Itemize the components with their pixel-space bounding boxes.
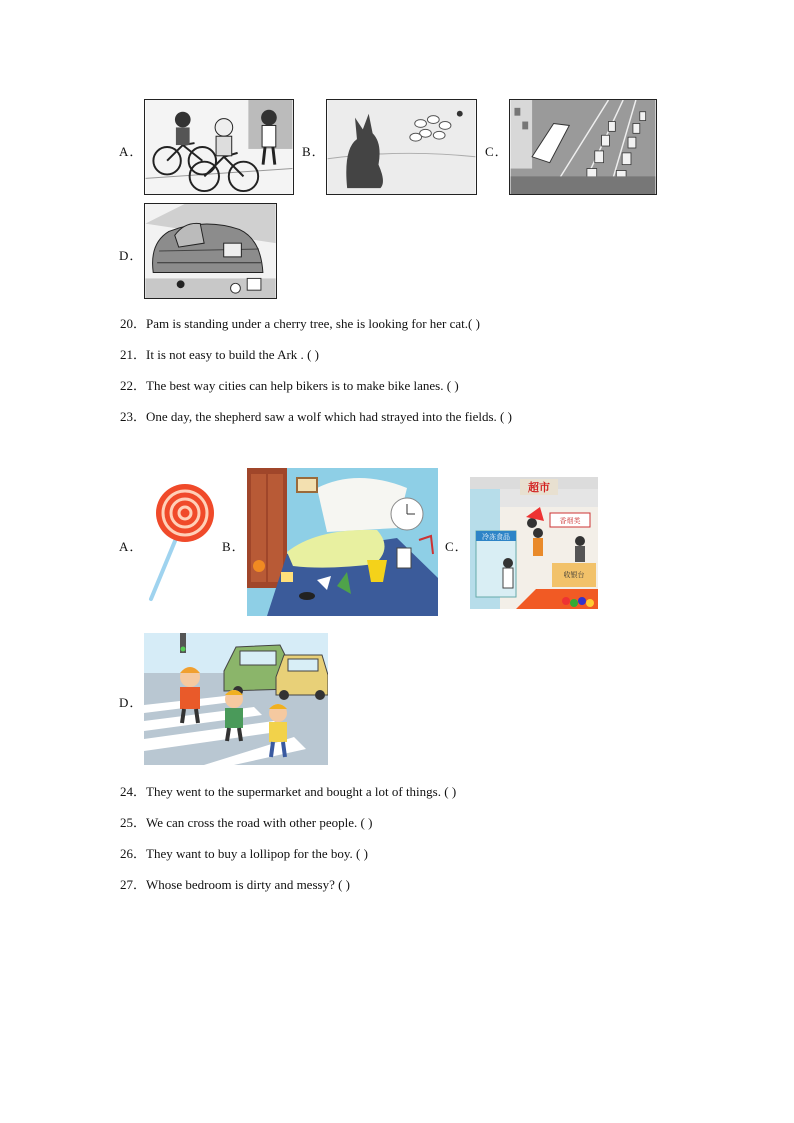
supermarket-picture <box>470 477 598 609</box>
question-number: 26． <box>120 846 147 861</box>
question-27 <box>120 874 350 893</box>
option-b-label: B． <box>222 539 246 554</box>
question-text: It is not easy to build the Ark . <box>146 347 304 362</box>
tobacco-sign: 香烟类 <box>559 517 581 525</box>
question-number: 21． <box>120 347 147 362</box>
question-text: They want to buy a lollipop for the boy. <box>146 846 353 861</box>
question-20 <box>120 313 480 332</box>
question-text: One day, the shepherd saw a wolf which had strayed into the fields. <box>146 409 497 424</box>
option-c-label: C． <box>445 539 469 554</box>
supermarket-sign: 超市 <box>528 481 550 494</box>
question-text: The best way cities can help bikers is to make bike lanes. <box>146 378 444 393</box>
question-26 <box>120 843 368 862</box>
ark-ship-picture <box>144 203 277 299</box>
question-22 <box>120 375 459 394</box>
question-text: They went to the supermarket and bought a lot of things. <box>146 784 441 799</box>
wolf-sheep-picture <box>326 99 477 195</box>
question-25 <box>120 812 372 831</box>
answer-blank[interactable]: ( ) <box>468 316 480 331</box>
option-d-label: D． <box>119 695 144 710</box>
messy-bedroom-picture <box>247 468 438 616</box>
question-number: 25． <box>120 815 147 830</box>
answer-blank[interactable]: ( ) <box>360 815 373 830</box>
freezer-sign: 冷冻食品 <box>482 533 510 541</box>
question-number: 24． <box>120 784 147 799</box>
question-number: 23． <box>120 409 147 424</box>
answer-blank[interactable]: ( ) <box>356 846 368 861</box>
option-b-label: B． <box>302 144 326 159</box>
question-number: 20． <box>120 316 147 331</box>
question-number: 22． <box>120 378 147 393</box>
option-a-label: A． <box>119 539 144 554</box>
children-bicycles-picture <box>144 99 294 195</box>
question-text: Whose bedroom is dirty and messy? <box>146 877 335 892</box>
answer-blank[interactable]: ( ) <box>500 409 512 424</box>
lollipop-picture <box>145 481 215 603</box>
question-text: We can cross the road with other people. <box>146 815 358 830</box>
traffic-road-picture <box>509 99 657 195</box>
answer-blank[interactable]: ( ) <box>307 347 319 362</box>
option-a-label: A． <box>119 144 144 159</box>
question-24 <box>120 781 456 800</box>
question-21 <box>120 344 319 363</box>
option-c-label: C． <box>485 144 509 159</box>
answer-blank[interactable]: ( ) <box>446 378 459 393</box>
crosswalk-children-picture <box>144 633 328 765</box>
answer-blank[interactable]: ( ) <box>338 877 351 892</box>
option-d-label: D． <box>119 248 144 263</box>
question-text: Pam is standing under a cherry tree, she is looking for her cat. <box>146 316 469 331</box>
question-23 <box>120 406 512 425</box>
question-number: 27． <box>120 877 147 892</box>
cashier-sign: 收银台 <box>563 571 585 579</box>
answer-blank[interactable]: ( ) <box>444 784 457 799</box>
